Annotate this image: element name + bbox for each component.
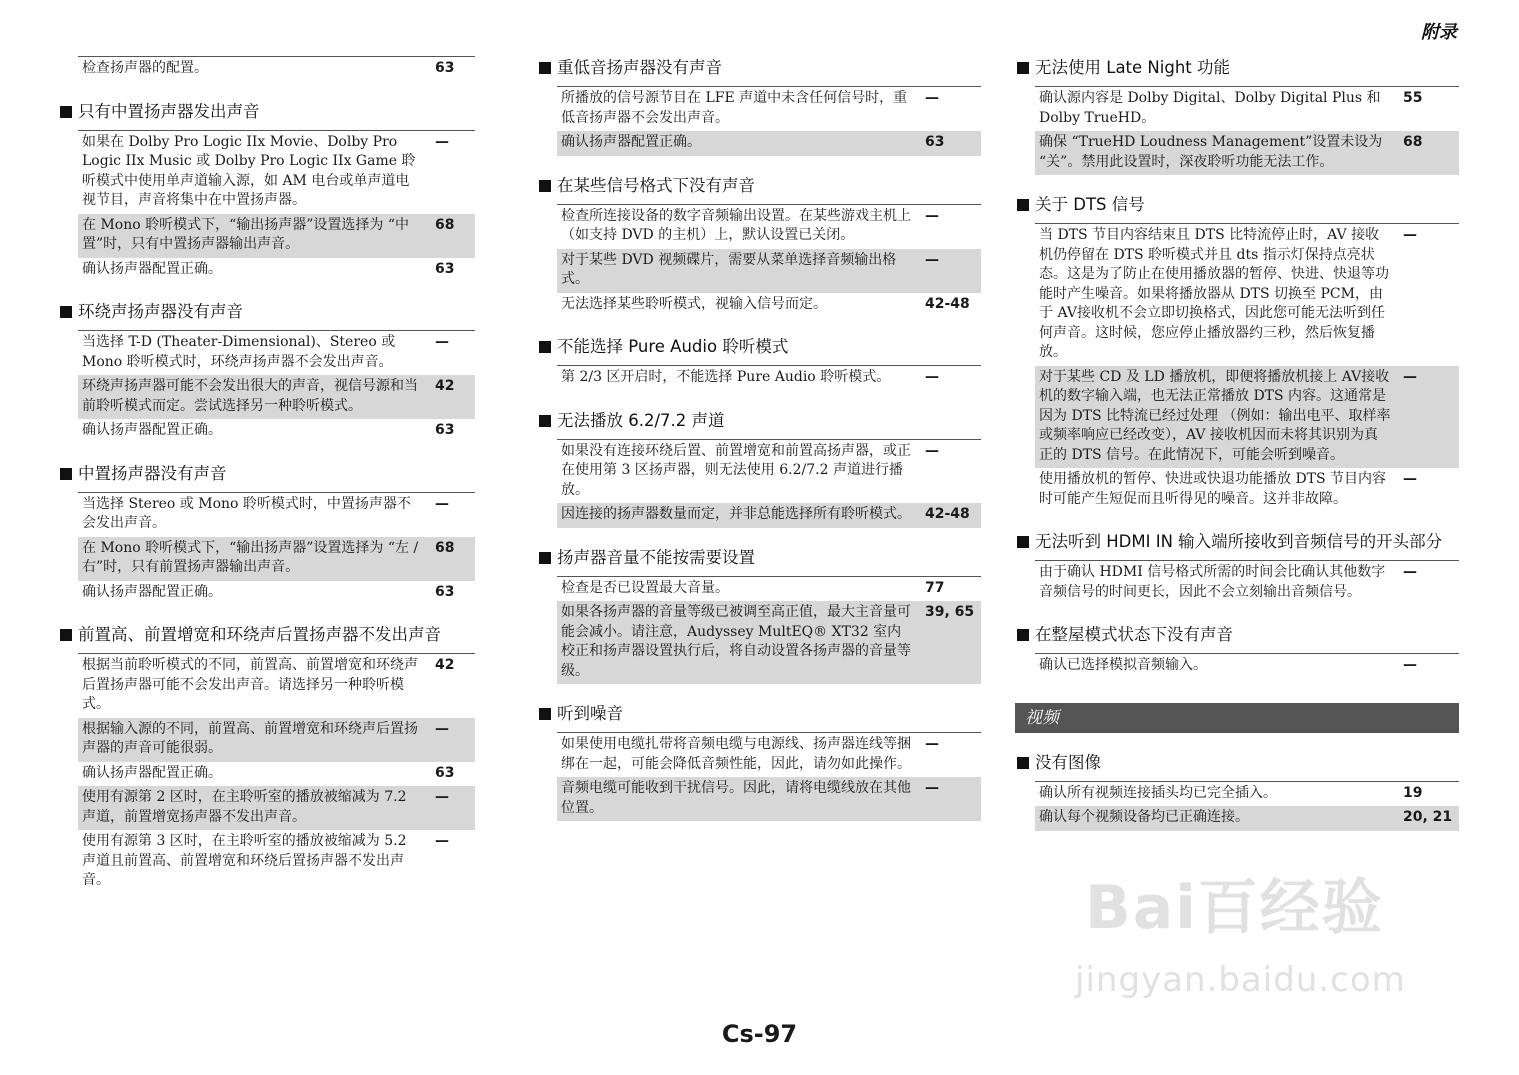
- row-text: 如果各扬声器的音量等级已被调至高正值，最大主音量可能会减小。请注意，Audyssey MultEQ® XT32 室内校正和扬声器设置执行后，将自动设置各扬声器的音量等级。: [561, 604, 911, 679]
- troubleshoot-table: [78, 653, 475, 894]
- section-title: 没有图像: [1035, 752, 1101, 772]
- page-reference: —: [1403, 564, 1417, 580]
- square-bullet-icon: [1017, 199, 1029, 211]
- troubleshoot-table: [1035, 653, 1459, 679]
- page-reference: —: [1403, 368, 1417, 385]
- row-text: 由于确认 HDMI 信号格式所需的时间会比确认其他数字音频信号的时间更长，因此不会立刻输出音频信号。: [1039, 564, 1386, 600]
- appendix-label: 附录: [1421, 22, 1457, 43]
- table-row: [557, 503, 981, 528]
- row-text: 当 DTS 节目内容结束且 DTS 比特流停止时，AV 接收机仍停留在 DTS 聆听模式并且 dts 指示灯保持点亮状态。这是为了防止在使用播放器的暂停、快进、快退等功能时产生噪音。如果将播放器从 DTS 切换至 PCM，由于 AV接收机不会立即切换格式，因此您可能无法听到任何声音。这时候，您应停止播放器约三秒，然后恢复播放。: [1039, 227, 1389, 360]
- page-reference: 63: [435, 422, 455, 438]
- table-row: [557, 577, 981, 602]
- table-row: [1035, 87, 1459, 131]
- square-bullet-icon: [1017, 62, 1029, 74]
- section-title: 无法听到 HDMI IN 输入端所接收到音频信号的开头部分: [1035, 532, 1443, 551]
- section-title: 中置扬声器没有声音: [78, 463, 227, 483]
- section-title: 不能选择 Pure Audio 聆听模式: [557, 337, 789, 356]
- page-reference: —: [925, 442, 939, 459]
- table-row: [557, 601, 981, 684]
- page-reference: —: [925, 90, 939, 106]
- column-3-sections: [1015, 56, 1459, 679]
- table-row: [557, 366, 981, 391]
- section-title: 前置高、前置增宽和环绕声后置扬声器不发出声音: [78, 625, 441, 644]
- section-heading: [1015, 623, 1459, 647]
- watermark-logo: Bai百经验: [1085, 873, 1384, 943]
- troubleshoot-table: [557, 732, 981, 821]
- troubleshoot-table: [1035, 223, 1459, 512]
- table-row: [78, 537, 475, 581]
- row-text: 根据当前聆听模式的不同，前置高、前置增宽和环绕声后置扬声器可能不会发出声音。请选择另一种聆听模式。: [82, 657, 418, 712]
- row-text: 确认扬声器配置正确。: [82, 764, 222, 781]
- section-title: 扬声器音量不能按需要设置: [557, 547, 755, 567]
- row-text: 在 Mono 聆听模式下，“输出扬声器”设置选择为 “中置”时，只有中置扬声器输出声音。: [82, 216, 410, 252]
- section-heading: [58, 300, 475, 324]
- column-1: [58, 56, 475, 894]
- table-row: [557, 131, 981, 156]
- page-reference: 68: [435, 216, 455, 233]
- section-title: 听到噪音: [557, 704, 623, 723]
- troubleshoot-table: [78, 56, 475, 82]
- table-row: [78, 214, 475, 258]
- table-row: [78, 57, 475, 82]
- page-reference: —: [925, 736, 939, 752]
- row-text: 所播放的信号源节目在 LFE 声道中未含任何信号时，重低音扬声器不会发出声音。: [561, 90, 908, 126]
- table-row: [557, 733, 981, 777]
- square-bullet-icon: [539, 415, 551, 427]
- table-row: [1035, 654, 1459, 679]
- video-sections: [1015, 751, 1459, 831]
- row-text: 音频电缆可能收到干扰信号。因此，请将电缆线放在其他位置。: [561, 780, 911, 816]
- table-row: [78, 131, 475, 214]
- square-bullet-icon: [60, 306, 72, 318]
- table-row: [78, 762, 475, 787]
- page-reference: —: [925, 369, 939, 385]
- section-title: 无法播放 6.2/7.2 声道: [557, 410, 725, 430]
- row-text: 使用有源第 2 区时，在主聆听室的播放被缩减为 7.2 声道，前置增宽扬声器不发出声音。: [82, 789, 407, 825]
- troubleshoot-table: [1035, 781, 1459, 831]
- row-text: 确认已选择模拟音频输入。: [1039, 657, 1207, 673]
- troubleshoot-table: [557, 204, 981, 318]
- page-reference: —: [435, 720, 449, 737]
- column-2: [537, 56, 981, 821]
- row-text: 检查扬声器的配置。: [82, 60, 208, 76]
- troubleshoot-table: [557, 439, 981, 528]
- section-heading: [1015, 751, 1459, 775]
- page-reference: 55: [1403, 90, 1423, 106]
- row-text: 如果在 Dolby Pro Logic IIx Movie、Dolby Pro Logic IIx Music 或 Dolby Pro Logic IIx Game 聆听模式中使用单声道输入源，如 AM 电台或单声道电视节目，声音将集中在中置扬声器。: [82, 133, 416, 208]
- section-title: 环绕声扬声器没有声音: [78, 302, 243, 321]
- table-row: [78, 419, 475, 444]
- troubleshoot-table: [1035, 560, 1459, 605]
- column-3: [1015, 56, 1459, 831]
- row-text: 确保 “TrueHD Loudness Management”设置未设为 “关”。禁用此设置时，深夜聆听功能无法工作。: [1039, 134, 1383, 170]
- table-row: [557, 293, 981, 318]
- row-text: 检查所连接设备的数字音频输出设置。在某些游戏主机上 （如支持 DVD 的主机）上，默认设置已关闭。: [561, 207, 911, 243]
- section-title: 在整屋模式状态下没有声音: [1035, 625, 1233, 644]
- row-text: 确认所有视频连接插头均已完全插入。: [1039, 784, 1277, 801]
- section-heading: [58, 623, 475, 647]
- table-row: [78, 830, 475, 894]
- page-reference: 63: [435, 583, 455, 600]
- section-title: 重低音扬声器没有声音: [557, 58, 722, 77]
- section-heading: [58, 462, 475, 486]
- row-text: 确认扬声器配置正确。: [561, 134, 701, 150]
- section-heading: [537, 409, 981, 433]
- row-text: 确认扬声器配置正确。: [82, 422, 222, 438]
- page-reference: 39, 65: [925, 604, 975, 620]
- table-row: [1035, 782, 1459, 807]
- watermark: [1075, 845, 1455, 1005]
- square-bullet-icon: [539, 341, 551, 353]
- page-reference: —: [435, 334, 449, 350]
- row-text: 使用有源第 3 区时，在主聆听室的播放被缩减为 5.2 声道且前置高、前置增宽和环绕后置扬声器不发出声音。: [82, 833, 407, 888]
- square-bullet-icon: [539, 180, 551, 192]
- table-row: [1035, 468, 1459, 512]
- page-reference: —: [925, 780, 939, 796]
- section-heading: [1015, 193, 1459, 217]
- page-reference: 68: [1403, 134, 1423, 150]
- table-row: [557, 777, 981, 821]
- square-bullet-icon: [539, 62, 551, 74]
- row-text: 确认扬声器配置正确。: [82, 583, 222, 600]
- row-text: 根据输入源的不同，前置高、前置增宽和环绕声后置扬声器的声音可能很弱。: [82, 720, 418, 756]
- page-reference: —: [435, 495, 449, 512]
- table-row: [78, 718, 475, 762]
- row-text: 当选择 Stereo 或 Mono 聆听模式时，中置扬声器不会发出声音。: [82, 495, 411, 531]
- section-title: 在某些信号格式下没有声音: [557, 175, 755, 195]
- row-text: 对于某些 DVD 视频碟片，需要从菜单选择音频输出格式。: [561, 251, 897, 287]
- page-reference: —: [925, 207, 939, 224]
- page-reference: 77: [925, 579, 945, 596]
- page-reference: 63: [435, 260, 455, 277]
- page-reference: 63: [435, 60, 455, 76]
- row-text: 因连接的扬声器数量而定，并非总能选择所有聆听模式。: [561, 506, 911, 522]
- page-reference: —: [1403, 657, 1417, 673]
- page-reference: —: [435, 133, 449, 150]
- page-reference: 19: [1403, 784, 1423, 801]
- page-reference: 20, 21: [1403, 809, 1453, 825]
- page-reference: 63: [435, 764, 455, 781]
- page-number: Cs-97: [721, 1020, 798, 1048]
- page-reference: —: [435, 789, 449, 805]
- section-heading: [537, 702, 981, 726]
- page-reference: —: [1403, 471, 1417, 487]
- row-text: 在 Mono 聆听模式下，“输出扬声器”设置选择为 “左 / 右”时，只有前置扬声器输出声音。: [82, 539, 419, 575]
- page-reference: 42: [435, 378, 455, 394]
- table-row: [1035, 366, 1459, 469]
- section-title: 只有中置扬声器发出声音: [78, 101, 260, 121]
- troubleshoot-table: [78, 492, 475, 606]
- table-row: [78, 258, 475, 283]
- square-bullet-icon: [60, 629, 72, 641]
- page-reference: —: [925, 251, 939, 268]
- section-heading: [1015, 56, 1459, 80]
- section-heading: [58, 100, 475, 124]
- table-row: [1035, 131, 1459, 175]
- row-text: 确认扬声器配置正确。: [82, 260, 222, 277]
- watermark-url: jingyan.baidu.com: [1075, 960, 1406, 1000]
- table-row: [1035, 806, 1459, 831]
- square-bullet-icon: [60, 468, 72, 480]
- section-heading: [537, 174, 981, 198]
- row-text: 确认每个视频设备均已正确连接。: [1039, 809, 1249, 825]
- troubleshoot-table: [1035, 86, 1459, 175]
- page-reference: 42-48: [925, 295, 970, 312]
- page-reference: 68: [435, 539, 455, 556]
- troubleshoot-table: [78, 330, 475, 444]
- section-heading: [537, 546, 981, 570]
- row-text: 环绕声扬声器可能不会发出很大的声音，视信号源和当前聆听模式而定。尝试选择另一种聆听模式。: [82, 378, 418, 414]
- row-text: 确认源内容是 Dolby Digital、Dolby Digital Plus 和 Dolby TrueHD。: [1039, 90, 1381, 126]
- table-row: [78, 375, 475, 419]
- troubleshoot-table: [557, 365, 981, 391]
- table-row: [78, 493, 475, 537]
- troubleshoot-table: [557, 86, 981, 156]
- table-row: [1035, 561, 1459, 605]
- table-row: [557, 205, 981, 249]
- section-heading: [537, 56, 981, 80]
- video-section-banner: 视频: [1015, 703, 1459, 733]
- square-bullet-icon: [1017, 757, 1029, 769]
- troubleshoot-table: [557, 576, 981, 685]
- table-row: [78, 786, 475, 830]
- square-bullet-icon: [1017, 629, 1029, 641]
- square-bullet-icon: [1017, 536, 1029, 548]
- section-heading: [1015, 530, 1459, 554]
- row-text: 如果使用电缆扎带将音频电缆与电源线、扬声器连线等捆绑在一起，可能会降低音频性能，因此，请勿如此操作。: [561, 736, 911, 772]
- page-reference: 42: [435, 657, 455, 673]
- section-title: 无法使用 Late Night 功能: [1035, 58, 1230, 77]
- page-reference: —: [435, 833, 449, 849]
- row-text: 使用播放机的暂停、快进或快退功能播放 DTS 节目内容时可能产生短促而且听得见的噪音。这并非故障。: [1039, 471, 1387, 507]
- table-row: [557, 87, 981, 131]
- row-text: 无法选择某些聆听模式，视输入信号而定。: [561, 295, 827, 312]
- row-text: 如果没有连接环绕后置、前置增宽和前置高扬声器，或正在使用第 3 区扬声器，则无法使用 6.2/7.2 声道进行播放。: [561, 442, 911, 498]
- table-row: [557, 440, 981, 504]
- section-title: 关于 DTS 信号: [1035, 195, 1145, 214]
- square-bullet-icon: [539, 552, 551, 564]
- row-text: 对于某些 CD 及 LD 播放机，即便将播放机接上 AV接收机的数字输入端，也无法正常播放 DTS 内容。这通常是因为 DTS 比特流已经过处理 （例如：输出电平、取样率或频率响应已经改变），AV 接收机因而未将其识别为真正的 DTS 信号。在此情况下，可能会听到噪音。: [1039, 368, 1391, 463]
- row-text: 第 2/3 区开启时，不能选择 Pure Audio 聆听模式。: [561, 369, 891, 385]
- row-text: 检查是否已设置最大音量。: [561, 579, 729, 596]
- page-reference: 63: [925, 134, 945, 150]
- table-row: [78, 581, 475, 606]
- square-bullet-icon: [60, 106, 72, 118]
- table-row: [78, 331, 475, 375]
- page-reference: 42-48: [925, 506, 970, 522]
- table-row: [1035, 224, 1459, 366]
- square-bullet-icon: [539, 708, 551, 720]
- section-heading: [537, 335, 981, 359]
- table-row: [557, 249, 981, 293]
- row-text: 当选择 T-D (Theater-Dimensional)、Stereo 或 Mono 聆听模式时，环绕声扬声器不会发出声音。: [82, 334, 396, 370]
- table-row: [78, 654, 475, 718]
- troubleshoot-table: [78, 130, 475, 283]
- page-reference: —: [1403, 227, 1417, 243]
